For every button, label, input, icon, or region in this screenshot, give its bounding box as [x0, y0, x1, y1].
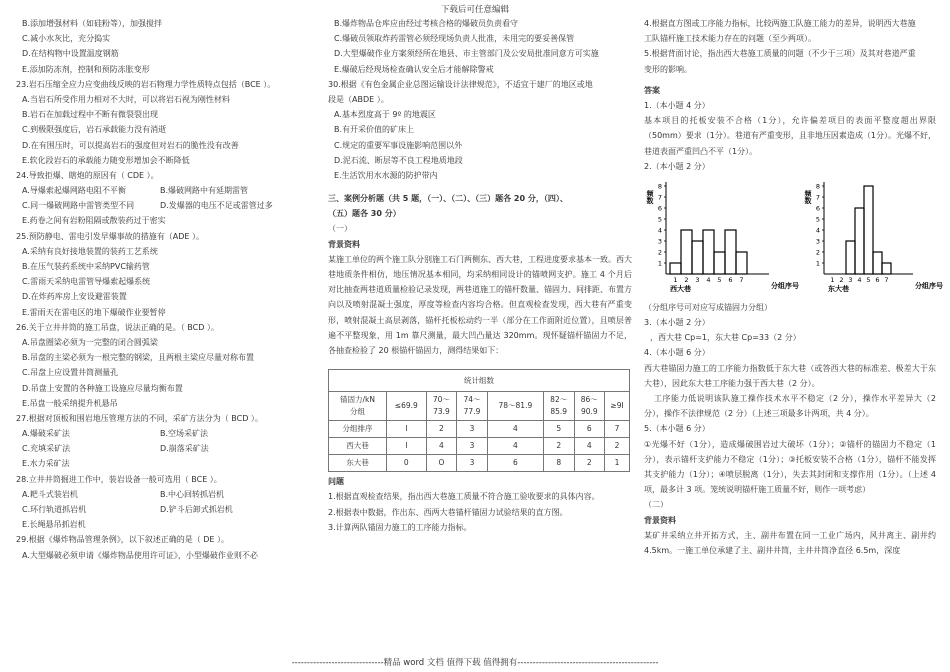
x-tick-label: 7	[739, 275, 744, 284]
option-text: A.爆破采矿法	[22, 429, 70, 439]
option-line	[16, 426, 312, 441]
table-cell: 3	[457, 455, 488, 472]
option-line: C.雷雨天采纳电雷管导爆索起爆系统	[22, 277, 151, 287]
option-text: A.耙斗式装岩机	[22, 489, 78, 499]
option-line: C.减小水灰比，充分捣实	[22, 34, 111, 44]
question-block-29-30	[328, 16, 632, 183]
table-cell: 8	[543, 455, 574, 472]
option-line: B.岩石在加载过程中不断有微裂裂出现	[22, 110, 159, 120]
table-cell: I	[386, 421, 426, 438]
question-line: 变形的影响。	[644, 64, 692, 74]
table-range-cell: 86～ 90.9	[574, 392, 605, 421]
option-line: D.在有围压时，可以提高岩石的强度但对岩石的脆性没有改善	[22, 140, 239, 150]
histogram-bar	[670, 263, 681, 274]
option-line: B.在压气装药系统中采纳PVC输药管	[22, 262, 150, 271]
option-text: C.充填采矿法	[22, 444, 71, 454]
option-line: B.吊盘的主梁必须为一根完整的钢梁，且两根主梁应尽量对称布置	[22, 353, 255, 363]
option-line: A.大型爆破必须申请《爆炸物品使用许可证》，小型爆破作业则不必	[22, 550, 258, 560]
option-text: C.环行轨道抓岩机	[22, 505, 87, 514]
background-2-label: 背景资料	[644, 515, 676, 525]
table-cell: 4	[487, 421, 543, 438]
option-text: D.发爆器的电压不足或雷管过多	[160, 201, 273, 211]
answer-4-text: 西大巷锚固力施工的工序能力指数低于东大巷（或答西大巷的标准差、极差大于东大巷），因此东大巷工序能力强于西大巷（2 分）。	[644, 363, 936, 388]
option-line: D.在结构物中设置温度钢筋	[22, 49, 119, 59]
answer-2-title: 2.（本小题 2 分）	[644, 161, 710, 171]
x-tick-label: 4	[857, 275, 862, 284]
table-row	[329, 438, 630, 455]
answer-1-title: 1.（本小题 4 分）	[644, 100, 710, 110]
question-item: 3.计算两队锚固力施工的工序能力指标。	[328, 522, 472, 532]
table-row-label: 西大巷	[329, 438, 387, 455]
table-row	[329, 392, 630, 421]
histogram-bar	[692, 241, 703, 274]
x-tick-label: 1	[830, 275, 835, 284]
x-tick-label: 3	[848, 275, 853, 284]
y-tick-label: 4	[657, 226, 662, 235]
x-tick-label: 7	[884, 275, 889, 284]
question-line: 25.预防静电、雷电引发早爆事故的措施有（ADE ）。	[16, 231, 204, 241]
x-tick-label: 5	[717, 275, 722, 284]
option-line: B.有开采价值的矿床上	[334, 125, 415, 135]
table-cell: 2	[605, 438, 630, 455]
y-tick-label: 7	[815, 193, 820, 202]
y-tick-label: 3	[657, 237, 662, 246]
y-tick-label: 4	[815, 226, 820, 235]
y-axis-label: 频数	[646, 189, 654, 204]
x-tick-label: 2	[839, 275, 844, 284]
table-row	[329, 455, 630, 472]
question-line: 24.导致拒爆、瞎炮的原因有（ CDE ）。	[16, 170, 159, 180]
histogram-bar	[855, 208, 864, 274]
histogram-bar	[681, 230, 692, 274]
question-line: 29.根据《爆炸物品管理条例》，以下叙述正确的是（ DE ）。	[16, 535, 230, 545]
question-line: 28.立井井筒掘进工作中，装岩设备一般可选用（ BCE ）。	[16, 474, 222, 484]
option-line: B.添加增强材料（如硅粉等），加强搅拌	[22, 19, 163, 28]
y-tick-label: 6	[657, 204, 662, 213]
table-row-label: 锚固力/kN 分组	[329, 392, 387, 421]
chart-title: 东大巷	[828, 284, 849, 293]
column-right	[644, 16, 943, 654]
table-title: 统计组数	[329, 370, 630, 392]
histogram-bar	[846, 241, 855, 274]
histogram-bar	[873, 252, 882, 274]
y-tick-label: 2	[815, 248, 820, 257]
option-line: A.基本烈度高于 9º 的地震区	[334, 110, 436, 120]
x-tick-label: 2	[684, 275, 689, 284]
background-label: 背景资料	[328, 239, 360, 249]
x-axis-label: 分组序号	[915, 281, 943, 290]
table-cell: 4	[426, 438, 457, 455]
option-line	[16, 198, 312, 213]
answer-5-title: 5.（本小题 6 分）	[644, 424, 710, 434]
option-text: D.崩落采矿法	[160, 444, 209, 454]
y-tick-label: 1	[815, 259, 820, 268]
histogram-bar	[703, 230, 714, 274]
histogram-svg	[644, 174, 943, 294]
option-line: B.爆炸物品仓库应由经过考核合格的爆破员负责看守	[334, 19, 519, 28]
table-cell: 2	[574, 455, 605, 472]
x-tick-label: 1	[673, 275, 678, 284]
case-1-label: （一）	[328, 224, 352, 234]
option-line: E.药卷之间有岩粉阻隔或散装药过于密实	[22, 216, 166, 226]
option-line: A.采纳有良好接地装置的装药工艺系统	[22, 246, 158, 256]
table-cell: 0	[386, 455, 426, 472]
y-axis-label: 频数	[804, 189, 812, 204]
y-tick-label: 8	[657, 182, 662, 191]
page-footer: ------------------------------精品 word 文档 值得下载 值得拥有----------------------------------------------	[291, 658, 659, 668]
option-line: E.爆破后经现场检查确认安全后才能解除警戒	[334, 64, 494, 74]
question-line: 26.关于立井井筒的施工吊盘，说法正确的是。（ BCD ）。	[16, 322, 219, 332]
option-line: E.添加防冻剂，控制和预防冻胀变形	[22, 64, 150, 74]
option-text: B.爆破网路中有延期雷管	[160, 186, 249, 196]
section-title-cont: （五）题各 30 分）	[328, 209, 401, 219]
column-left	[16, 16, 312, 654]
background-2-text: 某矿井采纳立井开拓方式，主、副井布置在同一工业广场内，风井离主、副井约 4.5km。一施工单位承建了主、副井井筒，主井井筒净直径 6.5m，深度	[644, 530, 936, 556]
table-cell: 5	[543, 421, 574, 438]
x-tick-label: 5	[866, 275, 871, 284]
answer-label: 答案	[644, 85, 660, 95]
option-line: E.吊盘一般采纳提升机悬吊	[22, 398, 118, 408]
table-range-cell: ≤69.9	[386, 392, 426, 421]
table-range-cell: 78～81.9	[487, 392, 543, 421]
table-cell: 6	[487, 455, 543, 472]
question-block-4-5	[644, 16, 936, 77]
answer-3-text: ，西大巷 Cp=1，东大巷 Cp=33（2 分）	[650, 333, 801, 343]
histogram-bar	[736, 252, 747, 274]
answer-5-text: ①光爆不好（1分），造成爆破围岩过大破坏（1分）；②锚杆的锚固力不稳定（1分），表示锚杆支护能力不稳定（1分）；③托板安装不合格（1分），锚杆不能发挥其支护能力（1分）；④喷层脱离（1分），失去其封闭和支撑作用（1分）。（上述 4 项，最多计 3 项。笼统说明锚杆施工质量不好，则作一项考虑）	[644, 439, 936, 495]
question-line: 23.岩石压缩全应力应变曲线反映的岩石物理力学性质特点包括（BCE ）。	[16, 79, 276, 89]
option-line: D.大型爆破作业方案须经所在地县、市主管部门及公安局批准同意方可实施	[334, 49, 599, 59]
question-item: 1.根据直观检查结果，指出西大巷施工质量不符合施工验收要求的具体内容。	[328, 492, 600, 502]
question-line: 5.根据背面讨论，指出西大巷施工质量的问题（不少于三项）及其对巷道严重	[644, 49, 916, 59]
chart-note: （分组序号可对应写成锚固力分组）	[644, 302, 772, 312]
table-row	[329, 421, 630, 438]
y-tick-label: 1	[657, 259, 662, 268]
option-line: E.生活饮用水水源的防护带内	[334, 170, 438, 180]
option-text: B.中心回转抓岩机	[160, 489, 225, 499]
x-axis-label: 分组序号	[771, 281, 799, 290]
histogram-bar	[714, 252, 725, 274]
option-line: D.吊盘上安置的各种施工设施应尽量均衡布置	[22, 383, 183, 393]
table-cell: 2	[543, 438, 574, 455]
option-line: E.雷雨天在雷电区的地下爆破作业要暂停	[22, 307, 166, 317]
table-cell: 7	[605, 421, 630, 438]
x-tick-label: 6	[875, 275, 880, 284]
y-tick-label: 5	[657, 215, 662, 224]
option-line: C.吊盘上应设置井筒测量孔	[22, 368, 119, 378]
option-line: A.当岩石所受作用力相对不大时，可以将岩石视为刚性材料	[22, 94, 230, 104]
background-text: 某施工单位的两个施工队分别施工石门两侧东、西大巷，工程进度要求基本一致。西大巷地质条件相仿，地压情况基本相同，均采纳相同设计的锚喷网支护。施工 4 个月后对比抽查两巷道质量检验记录发现，两巷道施工的锚杆数量、锚固力、间排距、布置方向以及喷射混凝土强度，厚度等检查内容均合格。但直观检查发现，西大巷有严重变形，喷射混凝土高层剥落，锚杆托板松动约一半（部分在工作面附近位置），且喷层普遍不平整现象，用 1m 靠尺测量，最大凹凸量达 320mm。现怀疑锚杆锚固力不足，各抽查检验了 20 根锚杆锚固力，测得结果如下：	[328, 254, 632, 356]
option-line: E.软化段岩石的承载能力随变形增加会不断降低	[22, 155, 190, 165]
option-line: E.水力采矿法	[22, 459, 70, 469]
table-cell: 2	[426, 421, 457, 438]
option-text: B.空场采矿法	[160, 429, 209, 439]
option-line: E.长绳悬吊抓岩机	[22, 520, 86, 530]
table-cell: 3	[457, 421, 488, 438]
option-line: D.在炸药库房上安设避雷装置	[22, 292, 127, 302]
y-tick-label: 6	[815, 204, 820, 213]
option-text: D.铲斗后卸式抓岩机	[160, 505, 233, 514]
option-text: C.同一爆破网路中雷管类型不同	[22, 201, 135, 211]
table-cell: 4	[574, 438, 605, 455]
histogram-bar	[864, 186, 873, 274]
option-line: C.规定的重要军事设施影响范围以外	[334, 140, 463, 150]
y-tick-label: 7	[657, 193, 662, 202]
table-range-cell: 70～ 73.9	[426, 392, 457, 421]
answer-4-text-2: 工序能力低说明该队施工操作技术水平不稳定（2 分），操作水平差异大（2 分），操作不法律规范（2 分）（上述三项最多计两项，共 4 分）。	[644, 394, 936, 419]
table-range-cell: 82～ 85.9	[543, 392, 574, 421]
question-line: 工队锚杆施工技术能力存在的问题（至少两项）。	[644, 34, 816, 44]
table-cell: O	[426, 455, 457, 472]
answer-3-title: 3.（本小题 2 分）	[644, 318, 710, 328]
table-range-cell: 74～ 77.9	[457, 392, 488, 421]
x-tick-label: 6	[728, 275, 733, 284]
y-tick-label: 3	[815, 237, 820, 246]
table-row-label: 东大巷	[329, 455, 387, 472]
table-cell: 4	[487, 438, 543, 455]
question-line: 4.根据直方图或工序能力指标，比较两施工队施工能力的差异，说明西大巷施	[644, 19, 916, 28]
answer-1-text: 基本项目的托板安装不合格（1分），允许偏差项目的表面平整度超出界限（50mm）要求（1分）。巷道有严重变形，且非地压因素造成（1分）。光爆不好，巷道表面严重凹凸不平（1分）。	[644, 116, 936, 156]
question-line: 30.根据《有色金属企业总图运输设计法律规范》，不适宜于建厂的地区或地	[328, 79, 593, 89]
option-text: A.导爆索起爆网路电阻不平衡	[22, 186, 126, 196]
histogram-charts	[644, 174, 943, 294]
option-line: D.泥石流、断层等不良工程地质地段	[334, 155, 463, 165]
option-line: C.到极限强度后，岩石承载能力没有消逝	[22, 125, 167, 135]
question-line: 27.根据对顶板和围岩地压管理方法的不同，采矿方法分为（ BCD ）。	[16, 413, 263, 423]
option-line	[16, 441, 312, 456]
table-cell: 1	[605, 455, 630, 472]
questions-label: 问题	[328, 477, 344, 487]
question-line: 段是（ABDE ）。	[328, 94, 389, 104]
table-cell: 6	[574, 421, 605, 438]
answer-4-title: 4.（本小题 6 分）	[644, 348, 710, 358]
table-cell: 3	[457, 438, 488, 455]
option-line: A.吊盘圈梁必须为一完整的闭合圆弧梁	[22, 337, 158, 347]
option-line	[16, 487, 312, 502]
column-middle	[328, 16, 632, 654]
page-header: 下载后可任意编辑	[440, 5, 509, 15]
question-item: 2.根据表中数据，作出东、西两大巷锚杆锚固力试验结果的直方图。	[328, 507, 568, 517]
x-tick-label: 4	[706, 275, 711, 284]
option-line	[16, 502, 312, 517]
histogram-bar	[882, 263, 891, 274]
table-cell: I	[386, 438, 426, 455]
table-row-label: 分组排序	[329, 421, 387, 438]
option-line: C.爆破员领取炸药雷管必须经现场负责人批准，未用完的要妥善保管	[334, 34, 575, 44]
case-2-label: （二）	[644, 500, 668, 510]
questions-list	[328, 489, 632, 535]
y-tick-label: 2	[657, 248, 662, 257]
chart-title: 西大巷	[670, 284, 691, 293]
option-line	[16, 183, 312, 198]
x-tick-label: 3	[695, 275, 700, 284]
anchor-force-table	[328, 369, 630, 472]
section-title: 三、案例分析题（共 5 题，（一）、（二）、（三）题各 20 分，（四）、	[328, 194, 568, 204]
histogram-bar	[725, 230, 736, 274]
y-tick-label: 8	[815, 182, 820, 191]
table-range-cell: ≥9I	[605, 392, 630, 421]
y-tick-label: 5	[815, 215, 820, 224]
